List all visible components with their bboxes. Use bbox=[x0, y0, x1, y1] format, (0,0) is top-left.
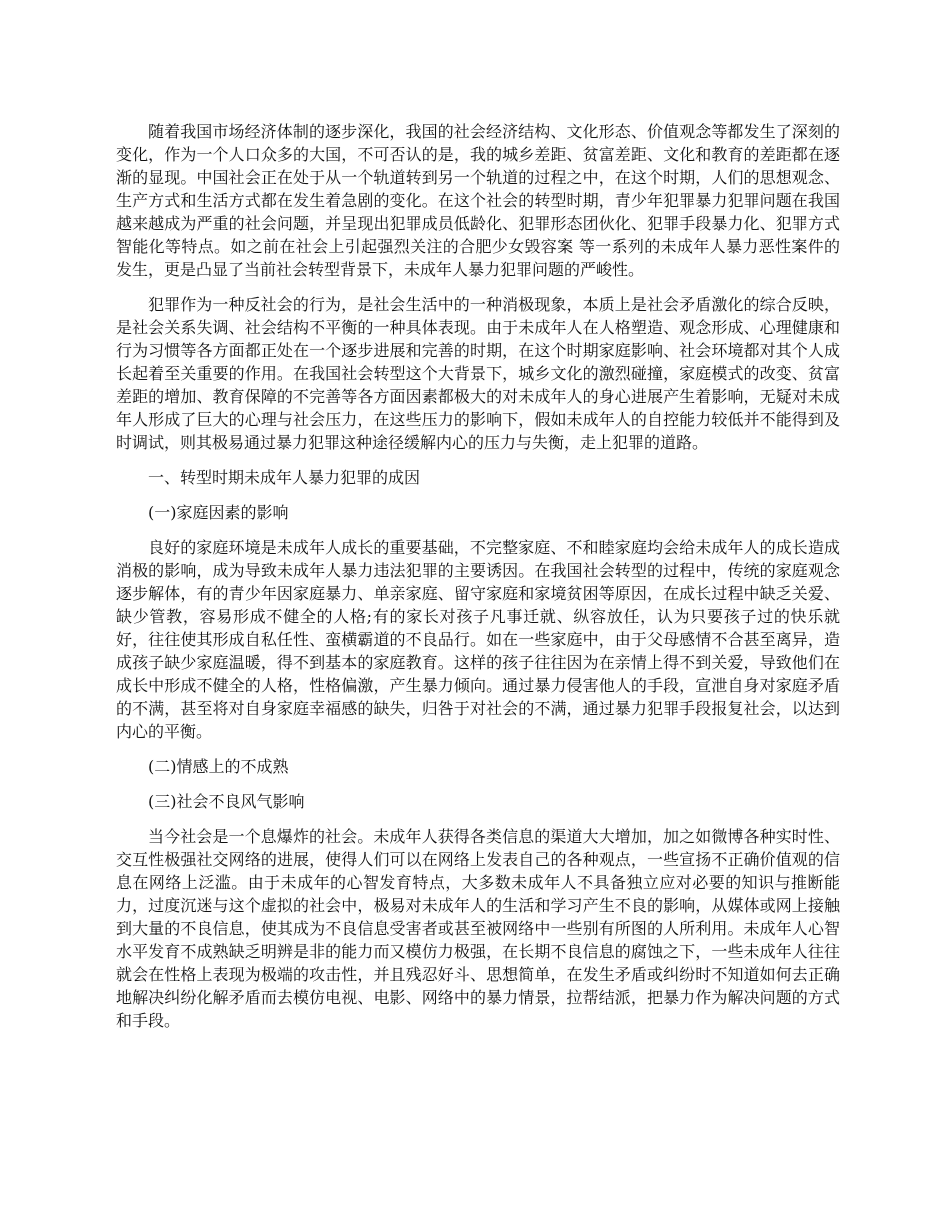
paragraph-intro: 随着我国市场经济体制的逐步深化，我国的社会经济结构、文化形态、价值观念等都发生了深刻的变化，作为一个人口众多的大国，不可否认的是，我的城乡差距、贫富差距、文化和教育的差距都在逐渐的显现。中国社会正在处于从一个轨道转到另一个轨道的过程之中，在这个时期，人们的思想观念、生产方式和生活方式都在发生着急剧的变化。在这个社会的转型时期，青少年犯罪暴力犯罪问题在我国越来越成为严重的社会问题，并呈现出犯罪成员低龄化、犯罪形态团伙化、犯罪手段暴力化、犯罪方式智能化等特点。如之前在社会上引起强烈关注的合肥少女毁容案 等一系列的未成年人暴力恶性案件的发生，更是凸显了当前社会转型背景下，未成年人暴力犯罪问题的严峻性。 bbox=[116, 122, 840, 279]
paragraph-society: 当今社会是一个息爆炸的社会。未成年人获得各类信息的渠道大大增加，加之如微博各种实时性、交互性极强社交网络的进展，使得人们可以在网络上发表自己的各种观点，一些宣扬不正确价值观的信息在网络上泛滥。由于未成年的心智发育特点，大多数未成年人不具备独立应对必要的知识与推断能力，过度沉迷与这个虚拟的社会中，极易对未成年人的生活和学习产生不良的影响，从媒体或网上接触到大量的不良信息，使其成为不良信息受害者或甚至被网络中一些别有所图的人所利用。未成年人心智水平发育不成熟缺乏明辨是非的能力而又模仿力极强，在长期不良信息的腐蚀之下，一些未成年人往往就会在性格上表现为极端的攻击性，并且残忍好斗、思想简单，在发生矛盾或纠纷时不知道如何去正确地解决纠纷化解矛盾而去模仿电视、电影、网络中的暴力情景，拉帮结派，把暴力作为解决问题的方式和手段。 bbox=[116, 827, 840, 1030]
document-body bbox=[116, 120, 840, 1044]
subheading-emotion: (二)情感上的不成熟 bbox=[148, 757, 289, 776]
section-heading-causes: 一、转型时期未成年人暴力犯罪的成因 bbox=[148, 468, 421, 487]
subheading-society: (三)社会不良风气影响 bbox=[148, 792, 305, 811]
paragraph-crime-nature: 犯罪作为一种反社会的行为，是社会生活中的一种消极现象，本质上是社会矛盾激化的综合反映，是社会关系失调、社会结构不平衡的一种具体表现。由于未成年人在人格塑造、观念形成、心理健康和行为习惯等各方面都正处在一个逐步进展和完善的时期，在这个时期家庭影响、社会环境都对其个人成长起着至关重要的作用。在我国社会转型这个大背景下，城乡文化的激烈碰撞，家庭模式的改变、贫富差距的增加、教育保障的不完善等各方面因素都极大的对未成年人的身心进展产生着影响，无疑对未成年人形成了巨大的心理与社会压力，在这些压力的影响下，假如未成年人的自控能力较低并不能得到及时调试，则其极易通过暴力犯罪这种途径缓解内心的压力与失衡，走上犯罪的道路。 bbox=[116, 295, 840, 452]
paragraph-family: 良好的家庭环境是未成年人成长的重要基础，不完整家庭、不和睦家庭均会给未成年人的成长造成消极的影响，成为导致未成年人暴力违法犯罪的主要诱因。在我国社会转型的过程中，传统的家庭观念逐步解体，有的青少年因家庭暴力、单亲家庭、留守家庭和家境贫困等原因，在成长过程中缺乏关爱、缺少管教，容易形成不健全的人格;有的家长对孩子凡事迁就、纵容放任，认为只要孩子过的快乐就好，往往使其形成自私任性、蛮横霸道的不良品行。如在一些家庭中，由于父母感情不合甚至离异，造成孩子缺少家庭温暖，得不到基本的家庭教育。这样的孩子往往因为在亲情上得不到关爱，导致他们在成长中形成不健全的人格，性格偏激，产生暴力倾向。通过暴力侵害他人的手段，宣泄自身对家庭矛盾的不满，甚至将对自身家庭幸福感的缺失，归咎于对社会的不满，通过暴力犯罪手段报复社会，以达到内心的平衡。 bbox=[116, 538, 840, 741]
subheading-family: (一)家庭因素的影响 bbox=[148, 503, 289, 522]
